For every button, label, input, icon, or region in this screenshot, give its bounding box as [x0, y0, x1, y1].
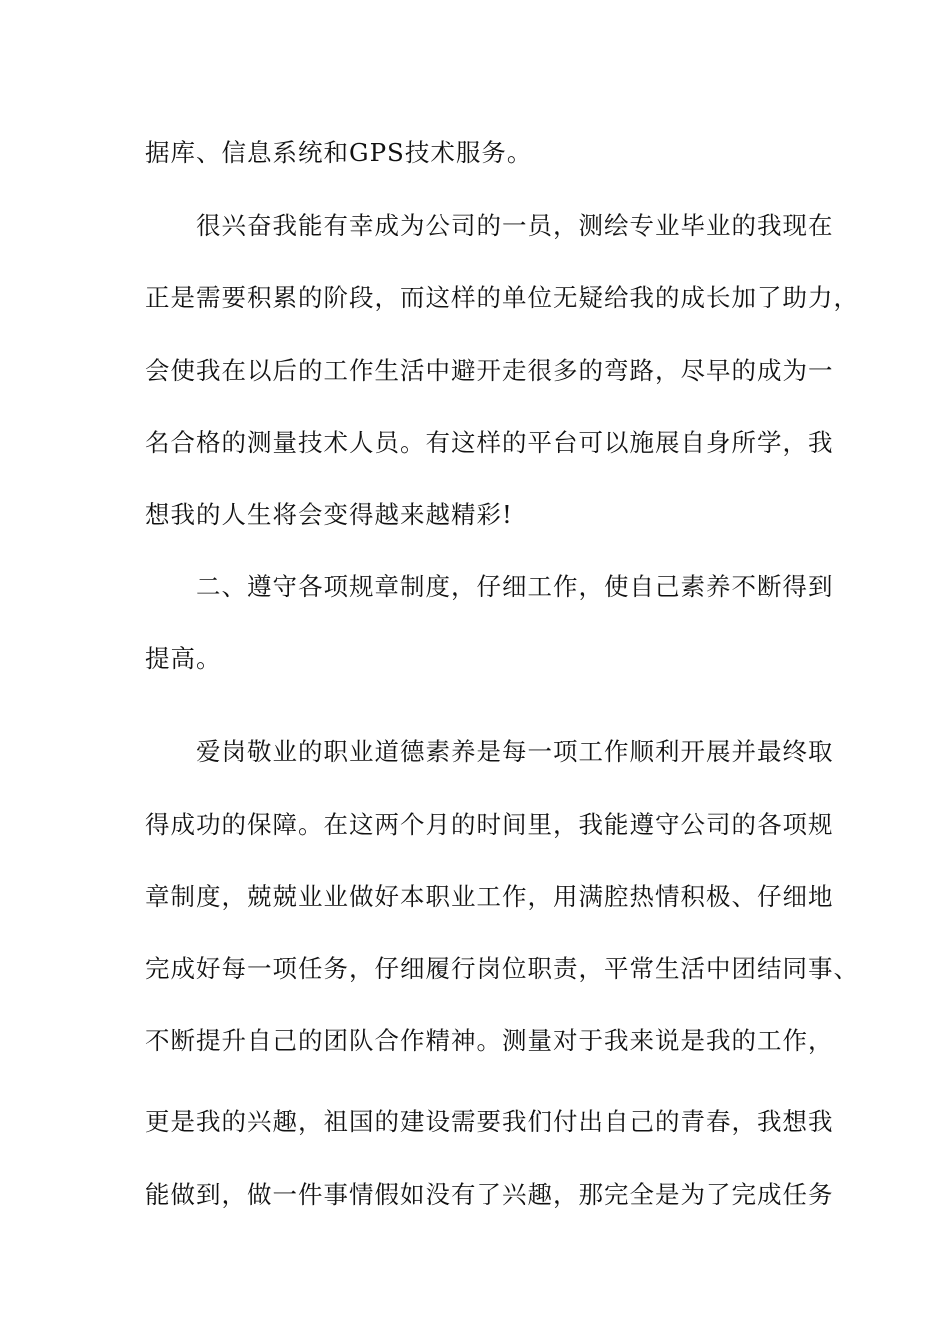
- text-line: 会使我在以后的工作生活中避开走很多的弯路，尽早的成为一: [145, 356, 834, 385]
- text-line: 能做到，做一件事情假如没有了兴趣，那完全是为了完成任务: [145, 1180, 834, 1209]
- text-line: 得成功的保障。在这两个月的时间里，我能遵守公司的各项规: [145, 810, 834, 839]
- section-heading-line: 提高。: [145, 644, 222, 673]
- section-heading-line: 二、遵守各项规章制度，仔细工作，使自己素养不断得到: [196, 572, 834, 601]
- text-line: 名合格的测量技术人员。有这样的平台可以施展自身所学，我: [145, 428, 834, 457]
- paragraph-start-line: 爱岗敬业的职业道德素养是每一项工作顺利开展并最终取: [196, 737, 834, 766]
- text-line: 正是需要积累的阶段，而这样的单位无疑给我的成长加了助力，: [145, 283, 859, 312]
- text-line: 完成好每一项任务，仔细履行岗位职责，平常生活中团结同事、: [145, 954, 859, 983]
- text-line: 想我的人生将会变得越来越精彩!: [145, 500, 513, 529]
- text-line: 更是我的兴趣，祖国的建设需要我们付出自己的青春，我想我: [145, 1107, 834, 1136]
- paragraph-start-line: 很兴奋我能有幸成为公司的一员，测绘专业毕业的我现在: [196, 211, 834, 240]
- text-line: 章制度，兢兢业业做好本职业工作，用满腔热情积极、仔细地: [145, 882, 834, 911]
- text-line: 不断提升自己的团队合作精神。测量对于我来说是我的工作，: [145, 1026, 834, 1055]
- text-line: 据库、信息系统和GPS技术服务。: [145, 138, 533, 167]
